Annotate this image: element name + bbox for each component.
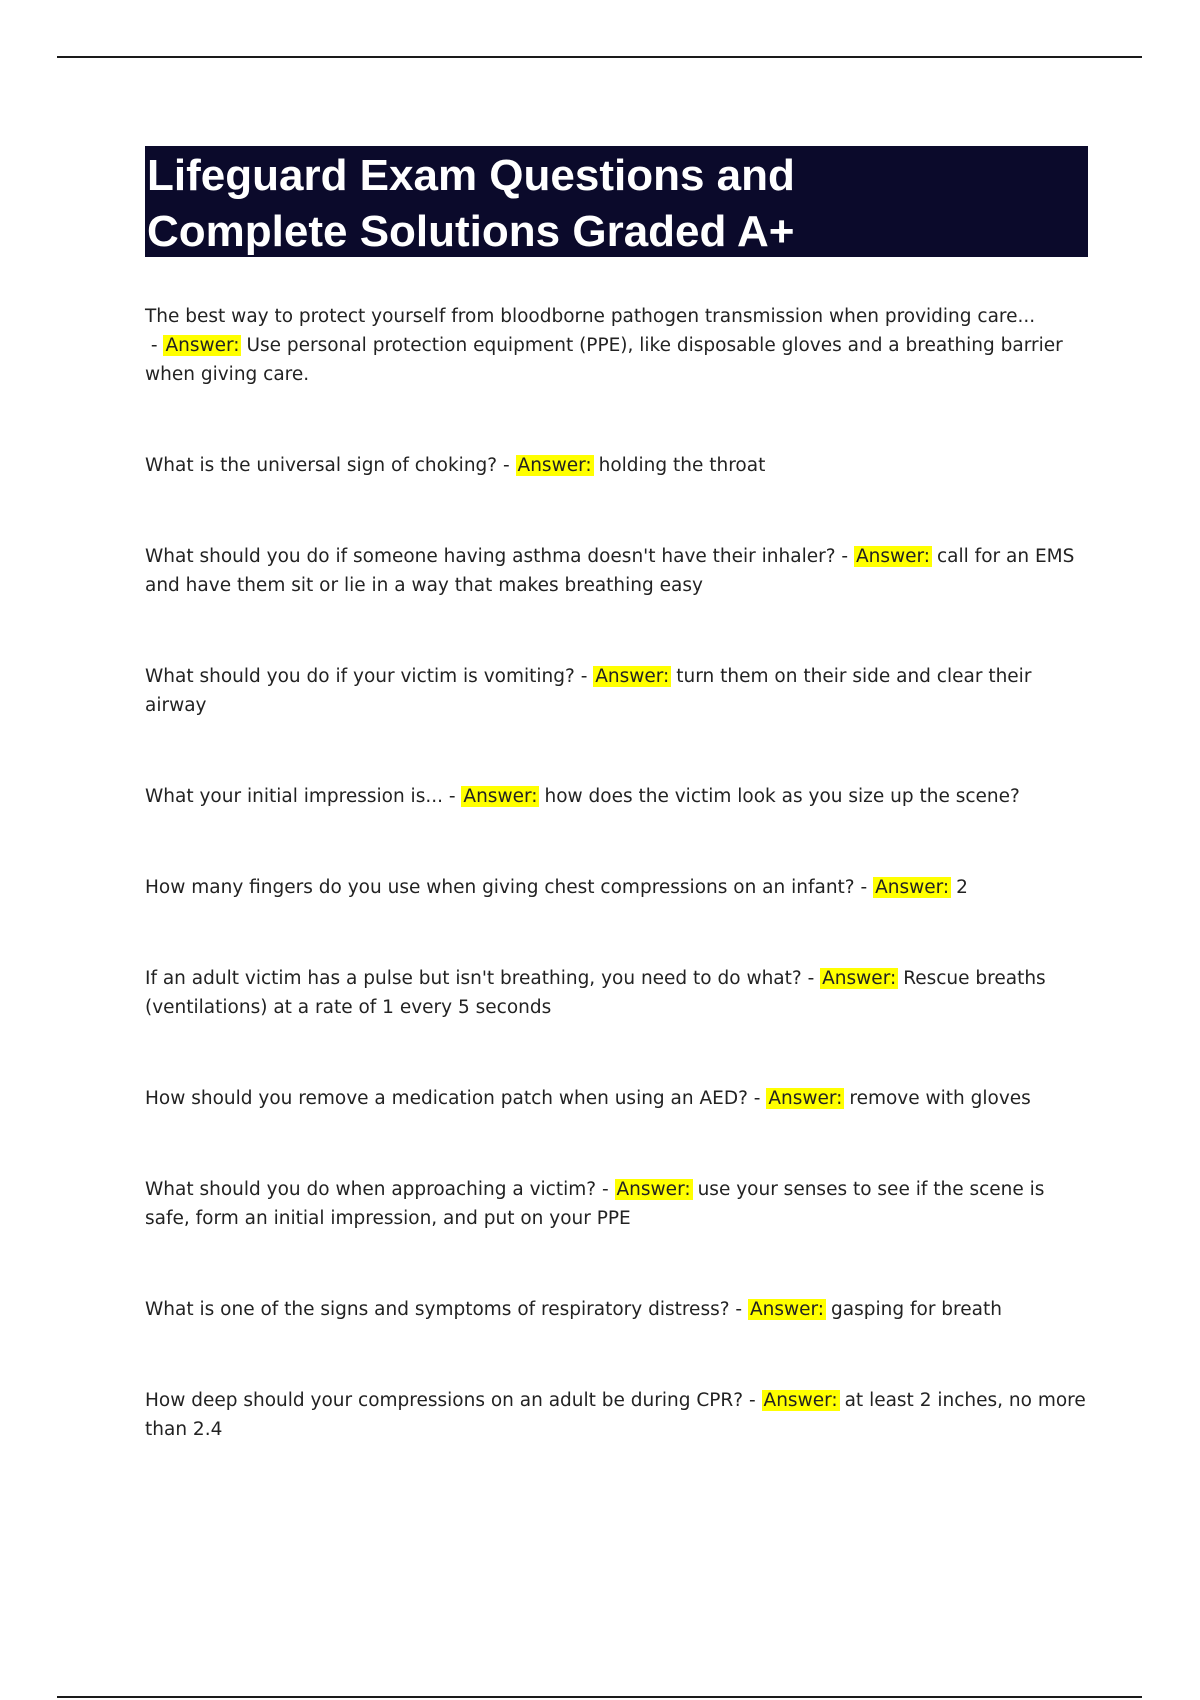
answer-text: remove with gloves (849, 1088, 1031, 1109)
answer-text: turn them on their side and clear their airway (145, 666, 1032, 716)
question-text: If an adult victim has a pulse but isn't breathing, you need to do what? (145, 968, 802, 989)
qa-item (145, 964, 1090, 1022)
question-answer-separator: - (596, 1179, 615, 1200)
answer-text: Rescue breaths (ventilations) at a rate of 1 every 5 seconds (145, 968, 1046, 1018)
answer-label-highlight: Answer: (165, 335, 240, 356)
qa-item (145, 782, 1090, 811)
question-text: What your initial impression is... (145, 786, 443, 807)
header-rule (57, 56, 1142, 58)
qa-item (145, 873, 1090, 902)
question-answer-separator: - (854, 877, 874, 898)
question-text: What is the universal sign of choking? (145, 455, 498, 476)
qa-item (145, 1386, 1090, 1444)
answer-label-highlight: Answer: (822, 968, 897, 989)
footer-rule (57, 1696, 1142, 1698)
qa-item (145, 1175, 1090, 1233)
answer-label-highlight: Answer: (595, 666, 670, 687)
question-text: How deep should your compressions on an adult be during CPR? (145, 1390, 744, 1411)
question-text: What should you do if your victim is vomiting? (145, 666, 575, 687)
question-answer-separator: - (497, 455, 516, 476)
qa-item (145, 662, 1090, 720)
question-answer-separator: - (729, 1299, 748, 1320)
qa-item (145, 451, 1090, 480)
question-answer-separator: - (145, 335, 164, 356)
answer-label-highlight: Answer: (875, 877, 950, 898)
answer-text: how does the victim look as you size up the scene? (544, 786, 1020, 807)
answer-text: gasping for breath (831, 1299, 1002, 1320)
answer-text: Use personal protection equipment (PPE), like disposable gloves and a breathing barrier when giving care. (145, 335, 1063, 385)
answer-label-highlight: Answer: (855, 546, 931, 567)
answer-label-highlight: Answer: (768, 1088, 843, 1109)
answer-label-highlight: Answer: (517, 455, 592, 476)
question-answer-separator: - (801, 968, 821, 989)
answer-text: call for an EMS and have them sit or lie in a way that makes breathing easy (145, 546, 1075, 596)
answer-text: holding the throat (598, 455, 766, 476)
answer-label-highlight: Answer: (763, 1390, 838, 1411)
question-text: The best way to protect yourself from bloodborne pathogen transmission when providing care... (145, 306, 1036, 327)
title-banner (145, 146, 1088, 257)
question-answer-separator: - (747, 1088, 767, 1109)
question-text: What should you do if someone having asthma doesn't have their inhaler? (145, 546, 836, 567)
qa-item (145, 1084, 1090, 1113)
question-answer-separator: - (743, 1390, 762, 1411)
question-answer-separator: - (835, 546, 854, 567)
question-answer-separator: - (442, 786, 462, 807)
question-text: How should you remove a medication patch when using an AED? (145, 1088, 748, 1109)
answer-label-highlight: Answer: (749, 1299, 825, 1320)
qa-item (145, 302, 1090, 389)
answer-label-highlight: Answer: (616, 1179, 691, 1200)
answer-text: 2 (956, 877, 968, 898)
answer-label-highlight: Answer: (463, 786, 538, 807)
answer-text: at least 2 inches, no more than 2.4 (145, 1390, 1086, 1440)
question-text: How many fingers do you use when giving chest compressions on an infant? (145, 877, 855, 898)
question-text: What is one of the signs and symptoms of respiratory distress? (145, 1299, 730, 1320)
qa-list (145, 302, 1090, 1444)
question-text: What should you do when approaching a victim? (145, 1179, 597, 1200)
document-title: Lifeguard Exam Questions and Complete Solutions Graded A+ (147, 151, 795, 256)
question-answer-separator: - (574, 666, 594, 687)
qa-item (145, 1295, 1090, 1324)
qa-item (145, 542, 1090, 600)
answer-text: use your senses to see if the scene is safe, form an initial impression, and put on your PPE (145, 1179, 1045, 1229)
